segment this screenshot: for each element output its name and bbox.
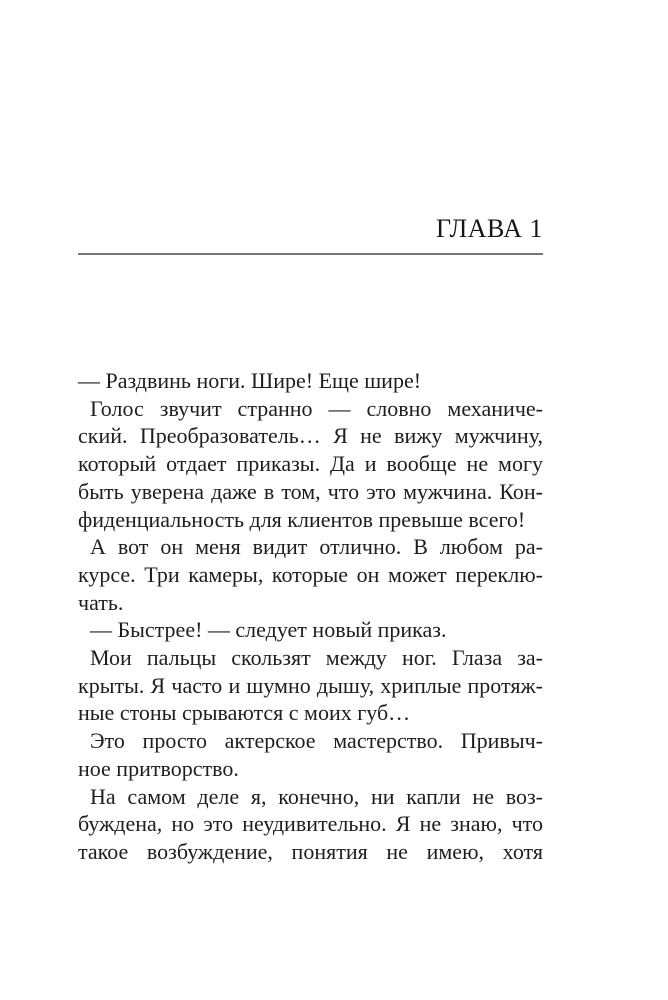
- text-line: Голос звучит странно — словно механиче-: [90, 395, 543, 421]
- text-line: буждена, но это неудивительно. Я не знаю, что: [78, 811, 543, 837]
- text-line: фиденциальность для клиентов превыше всего!: [78, 506, 526, 532]
- paragraph: [78, 395, 543, 534]
- page-text: [78, 367, 543, 866]
- text-line: А вот он меня видит отлично. В любом ра-: [90, 534, 543, 560]
- paragraph: [78, 783, 543, 866]
- text-line: ные стоны срываются с моих губ…: [78, 700, 411, 726]
- text-line: курсе. Три камеры, которые он может переклю-: [78, 561, 543, 587]
- paragraph: [78, 533, 543, 616]
- text-line: На самом деле я, конечно, ни капли не воз-: [90, 783, 543, 809]
- text-line: ский. Преобразователь… Я не вижу мужчину,: [78, 423, 543, 449]
- text-line: быть уверена даже в том, что это мужчина. Кон-: [78, 478, 543, 504]
- text-line: чать.: [78, 589, 124, 615]
- chapter-divider-rule: [78, 253, 543, 255]
- text-line: ное притворство.: [78, 755, 239, 781]
- text-line: такое возбуждение, понятия не имею, хотя: [78, 838, 543, 864]
- paragraph: [78, 616, 543, 644]
- paragraph: [78, 367, 543, 395]
- chapter-title: ГЛАВА 1: [436, 214, 543, 243]
- paragraph: [78, 727, 543, 782]
- text-line: Это просто актерское мастерство. Привыч-: [90, 728, 543, 754]
- text-line: — Быстрее! — следует новый приказ.: [90, 617, 447, 643]
- paragraph: [78, 644, 543, 727]
- text-line: крыты. Я часто и шумно дышу, хриплые протяж-: [78, 672, 543, 698]
- text-line: Мои пальцы скользят между ног. Глаза за-: [90, 645, 543, 671]
- text-line: который отдает приказы. Да и вообще не могу: [78, 451, 543, 477]
- text-line: — Раздвинь ноги. Шире! Еще шире!: [78, 368, 422, 393]
